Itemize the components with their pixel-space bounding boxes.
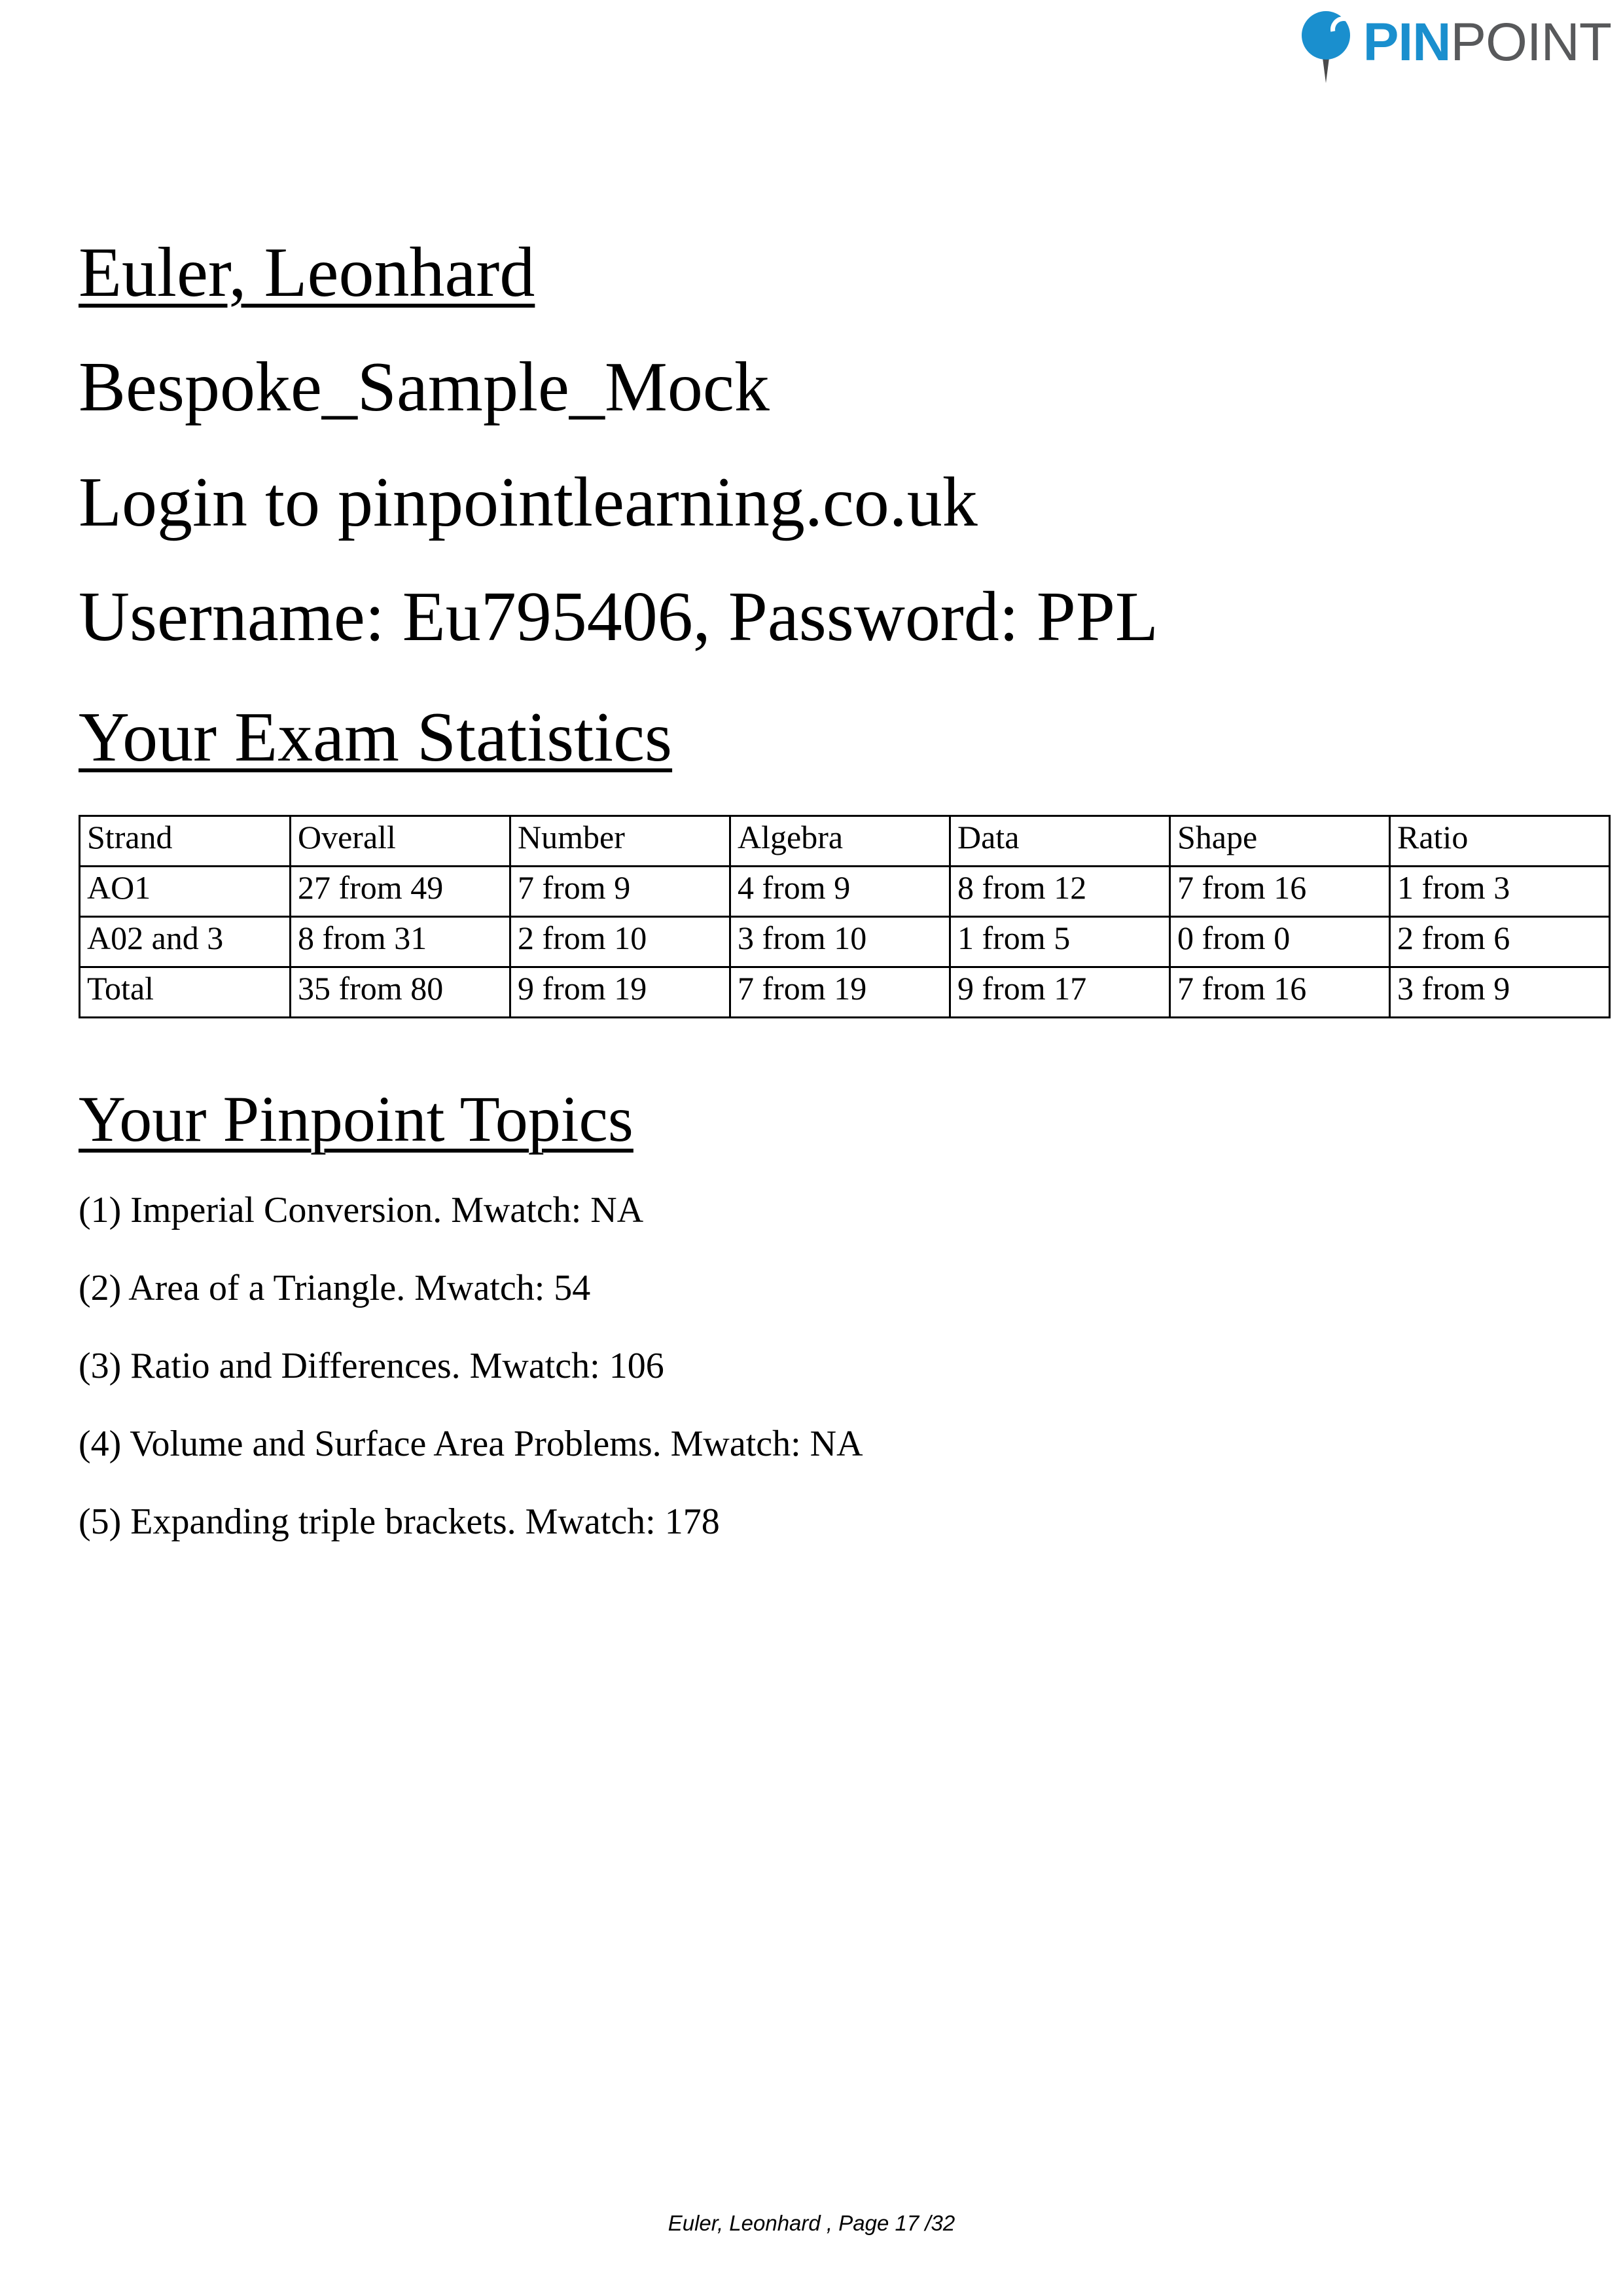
cell-overall: 27 from 49 bbox=[291, 866, 510, 916]
cell-algebra: 4 from 9 bbox=[730, 866, 950, 916]
table-header-row bbox=[80, 816, 1610, 866]
cell-number: 9 from 19 bbox=[510, 967, 730, 1017]
logo-word-pin: PIN bbox=[1363, 12, 1451, 72]
column-header-shape: Shape bbox=[1170, 816, 1390, 866]
credentials-heading: Username: Eu795406, Password: PPL bbox=[79, 578, 1158, 656]
cell-number: 2 from 10 bbox=[510, 916, 730, 967]
cell-shape: 0 from 0 bbox=[1170, 916, 1390, 967]
table-row bbox=[80, 866, 1610, 916]
page-footer: Euler, Leonhard , Page 17 /32 bbox=[668, 2211, 955, 2235]
column-header-strand: Strand bbox=[80, 816, 291, 866]
column-header-number: Number bbox=[510, 816, 730, 866]
column-header-overall: Overall bbox=[291, 816, 510, 866]
pinpoint-topics-heading: Your Pinpoint Topics bbox=[79, 1082, 633, 1155]
cell-ratio: 1 from 3 bbox=[1390, 866, 1610, 916]
logo-wordmark bbox=[1363, 12, 1611, 72]
exam-statistics-heading: Your Exam Statistics bbox=[79, 698, 673, 776]
cell-strand: Total bbox=[80, 967, 291, 1017]
table-row bbox=[80, 967, 1610, 1017]
pinpoint-topics-list bbox=[79, 1189, 1616, 1542]
cell-algebra: 3 from 10 bbox=[730, 916, 950, 967]
pinpoint-logo bbox=[1290, 5, 1611, 84]
cell-data: 9 from 17 bbox=[950, 967, 1170, 1017]
cell-ratio: 2 from 6 bbox=[1390, 916, 1610, 967]
cell-data: 8 from 12 bbox=[950, 866, 1170, 916]
list-item: (5) Expanding triple brackets. Mwatch: 178 bbox=[79, 1501, 720, 1542]
list-item: (3) Ratio and Differences. Mwatch: 106 bbox=[79, 1345, 664, 1386]
cell-overall: 8 from 31 bbox=[291, 916, 510, 967]
list-item: (4) Volume and Surface Area Problems. Mwatch: NA bbox=[79, 1423, 863, 1464]
logo-word-point: POINT bbox=[1450, 12, 1611, 72]
cell-shape: 7 from 16 bbox=[1170, 866, 1390, 916]
cell-shape: 7 from 16 bbox=[1170, 967, 1390, 1017]
cell-algebra: 7 from 19 bbox=[730, 967, 950, 1017]
column-header-ratio: Ratio bbox=[1390, 816, 1610, 866]
column-header-algebra: Algebra bbox=[730, 816, 950, 866]
table-row bbox=[80, 916, 1610, 967]
map-pin-icon bbox=[1290, 6, 1367, 83]
paper-name-heading: Bespoke_Sample_Mock bbox=[79, 348, 770, 427]
document-content bbox=[79, 236, 1616, 1581]
list-item: (1) Imperial Conversion. Mwatch: NA bbox=[79, 1189, 644, 1230]
cell-ratio: 3 from 9 bbox=[1390, 967, 1610, 1017]
cell-data: 1 from 5 bbox=[950, 916, 1170, 967]
cell-overall: 35 from 80 bbox=[291, 967, 510, 1017]
list-item: (2) Area of a Triangle. Mwatch: 54 bbox=[79, 1267, 591, 1308]
exam-statistics-table bbox=[79, 815, 1611, 1018]
student-name-heading: Euler, Leonhard bbox=[79, 234, 535, 312]
cell-strand: A02 and 3 bbox=[80, 916, 291, 967]
cell-number: 7 from 9 bbox=[510, 866, 730, 916]
cell-strand: AO1 bbox=[80, 866, 291, 916]
login-url-heading: Login to pinpointlearning.co.uk bbox=[79, 463, 978, 541]
column-header-data: Data bbox=[950, 816, 1170, 866]
